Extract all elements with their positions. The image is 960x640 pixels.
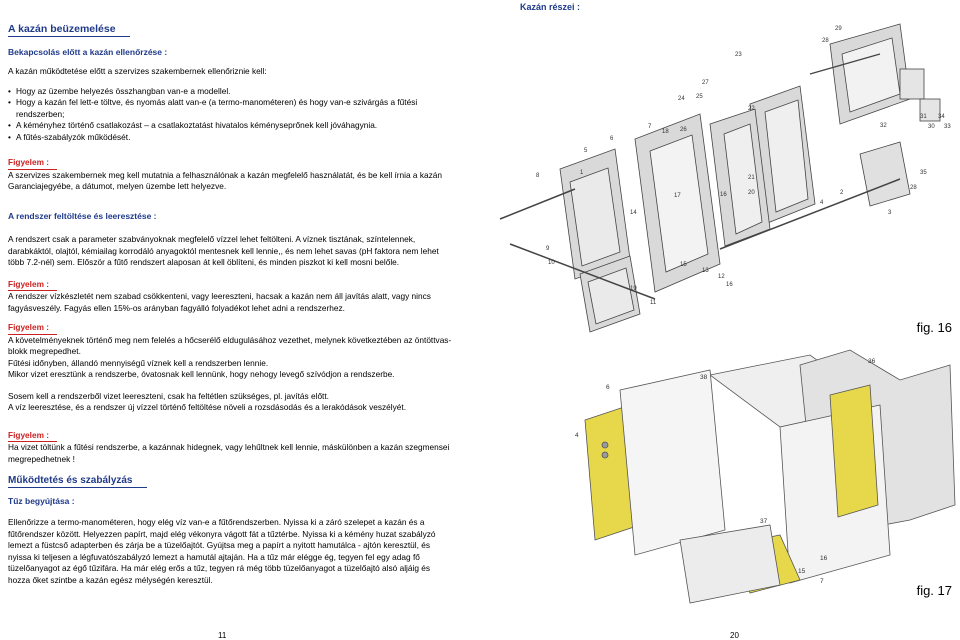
svg-text:31: 31 (920, 114, 927, 120)
list-item: • A fűtés-szabályzók működését. (16, 132, 454, 144)
page-title: A kazán beüzemelése (8, 24, 130, 37)
list-item: • Hogy a kazán fel lett-e töltve, és nyomás alatt van-e (a termo-manométeren) és hogy van-e szivárgás a fűtési rendszerben; (16, 97, 454, 120)
warning-label: Figyelem : (8, 430, 57, 443)
svg-text:25: 25 (696, 94, 703, 100)
svg-text:34: 34 (938, 114, 945, 120)
svg-text:8: 8 (536, 173, 540, 179)
svg-text:24: 24 (678, 96, 685, 102)
left-page (8, 24, 454, 594)
warning-text: A követelményeknek történő meg nem felelés a hőcserélő eldugulásához vezethet, melynek következtében az öntöttvas-blokk megrepedhet. (8, 334, 452, 356)
warning-label: Figyelem : (8, 157, 57, 170)
figure-label-top: fig. 16 (916, 320, 952, 335)
section-heading-fill: A rendszer feltöltése és leeresztése : (8, 210, 157, 221)
svg-text:15: 15 (680, 262, 687, 268)
svg-text:16: 16 (726, 282, 733, 288)
svg-text:6: 6 (610, 136, 614, 142)
svg-text:9: 9 (546, 246, 550, 252)
exploded-view-boiler-diagram (480, 14, 960, 354)
svg-text:29: 29 (835, 26, 842, 32)
svg-text:5: 5 (584, 148, 588, 154)
section-heading-check: Bekapcsolás előtt a kazán ellenőrzése : (8, 46, 168, 57)
svg-text:11: 11 (650, 300, 657, 306)
svg-text:12: 12 (718, 274, 725, 280)
warning-label: Figyelem : (8, 279, 57, 292)
svg-text:26: 26 (680, 127, 687, 133)
svg-text:4: 4 (820, 200, 824, 206)
section-heading-ignition: Tűz begyújtása : (8, 495, 75, 506)
svg-text:7: 7 (648, 124, 652, 130)
drain-text: A víz leeresztése, és a rendszer új vízzel történő feltöltése növeli a rozsdásodás és a lerakódások veszélyét. (8, 402, 406, 412)
svg-text:7: 7 (820, 578, 824, 585)
page-number-left: 11 (218, 631, 227, 640)
svg-text:16: 16 (820, 555, 828, 562)
right-page (480, 0, 960, 640)
warning-text: Mikor vizet eresztünk a rendszerbe, óvatosnak kell lennünk, hogy nehogy levegő szívódjon a rendszerbe. (8, 369, 395, 379)
figure-label-bottom: fig. 17 (916, 583, 952, 598)
svg-text:20: 20 (748, 190, 755, 196)
svg-text:18: 18 (662, 129, 669, 135)
check-list (8, 86, 454, 144)
svg-text:36: 36 (868, 358, 876, 365)
svg-text:38: 38 (700, 374, 708, 381)
svg-text:23: 23 (735, 52, 742, 58)
svg-text:16: 16 (720, 192, 727, 198)
ignition-text: Ellenőrizze a termo-manométeren, hogy elég víz van-e a fűtőrendszerben. Nyissa ki a záró szelepet a kazán és a fűtőrendszer között. Helyezzen papírt, majd elég vékonyra vágott fát a tűztérbe. Nyissa ki a kémény huzat szabályzó lemezt a füstcső adapterben és zárja be a tüzelőajtót. Gyújtsa meg a papírt a nyitott hamutálca - ajtón keresztül, és nyissa ki teljesen a légfuvatószabályzó lemezt a hamutál ajtaján. Ha a tűz már elégge ég, tegyen fel egy adag fő tüzelőanyagot az égő tűzifára. Ha már elég erős a tűz, tegyen rá még több tüzelőanyagot a tüzelőajtó alsó aljáig és hozza őket szintbe a kazán egész mélységén keresztül. (8, 517, 436, 585)
svg-text:21: 21 (748, 175, 755, 181)
svg-text:32: 32 (880, 123, 887, 129)
svg-text:6: 6 (606, 384, 610, 391)
fill-text: A rendszert csak a parameter szabványoknak megfelelő vízzel lehet feltölteni. A víznek tisztának, színtelennek, darabkáktól, olajtól, kémiailag korrodáló anyagoktól mentesnek kell lennie,, és nem lehet savas (pH faktora nem lehet több 7.2-nél) sem. Először a fűtő rendszert alaposan át kell öblíteni, és minden piszkot ki kell mosni belőle. (8, 234, 439, 267)
list-item: • Hogy az üzembe helyezés összhangban van-e a modellel. (16, 86, 454, 98)
warning-text: Ha vizet töltünk a fűtési rendszerbe, a kazánnak hidegnek, vagy lehűltnek kell lennie, máskülönben a kazán szegmensei megrepedhetnek ! (8, 442, 450, 464)
svg-text:28: 28 (910, 185, 917, 191)
svg-text:15: 15 (798, 568, 806, 575)
section-title-operation: Működtetés és szabályzás (8, 475, 147, 488)
list-item: • A kéményhez történő csatlakozást – a csatlakoztatást hivatalos kéményseprőnek kell jóváhagynia. (16, 120, 454, 132)
svg-text:30: 30 (928, 124, 935, 130)
svg-text:14: 14 (630, 210, 637, 216)
svg-text:2: 2 (840, 190, 844, 196)
parts-header: Kazán részei : (520, 2, 581, 12)
warning-label: Figyelem : (8, 322, 57, 335)
check-intro: A kazán működtetése előtt a szervizes szakembernek ellenőriznie kell: (8, 66, 267, 76)
drain-text: Sosem kell a rendszerből vizet leereszteni, csak ha feltétlen szükséges, pl. javítás előtt. (8, 390, 329, 401)
svg-text:3: 3 (888, 210, 892, 216)
svg-text:1: 1 (580, 170, 584, 176)
svg-text:28: 28 (822, 38, 829, 44)
svg-text:19: 19 (630, 286, 637, 292)
svg-text:13: 13 (702, 268, 709, 274)
svg-text:17: 17 (674, 193, 681, 199)
svg-text:22: 22 (748, 106, 755, 112)
warning-text: A rendszer vízkészletét nem szabad csökkenteni, vagy leereszteni, hacsak a kazán nem áll javítás alatt, vagy nincs fagyásveszély. Fagyás ellen 15%-os arányban fagyálló folyadékot lehet adni a rendszerhez. (8, 291, 431, 313)
warning-text: A szervizes szakembernek meg kell mutatnia a felhasználónak a kazán megfelelő használatát, és be kell írnia a kazán Garanciajegyébe, a dátumot, melyen üzembe lett helyezve. (8, 169, 442, 191)
page-number-right: 20 (730, 631, 739, 640)
exploded-view-casing-diagram (480, 345, 960, 605)
svg-text:35: 35 (920, 170, 927, 176)
warning-text: Fűtési időnyben, állandó mennyiségű víznek kell a rendszerben lennie. (8, 357, 269, 368)
svg-text:10: 10 (548, 260, 555, 266)
svg-text:33: 33 (944, 124, 951, 130)
svg-text:37: 37 (760, 518, 768, 525)
svg-text:4: 4 (575, 432, 579, 439)
svg-text:27: 27 (702, 80, 709, 86)
